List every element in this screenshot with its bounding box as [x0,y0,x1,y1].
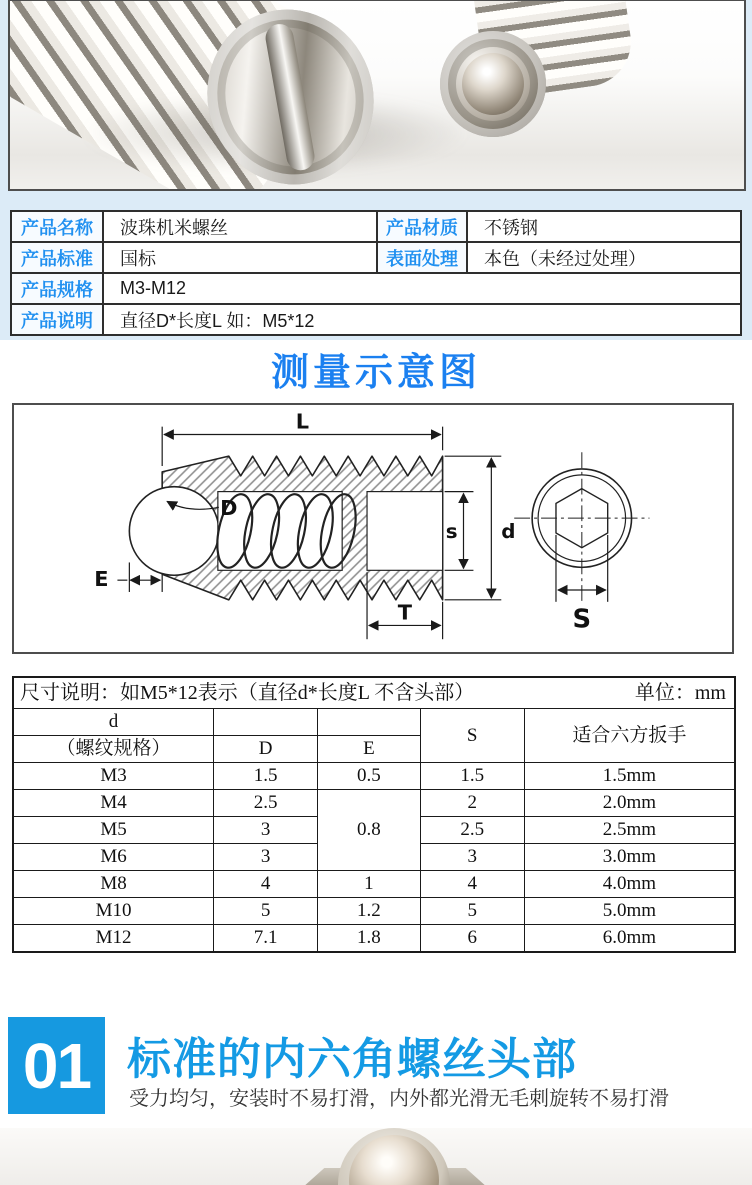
screw-slot [263,22,316,173]
cell-d: 4 [214,871,318,898]
cell-d: 7.1 [214,925,318,953]
info-row [12,241,740,272]
center-lines [514,452,649,602]
cell-s: 3 [420,844,524,871]
size-caption-unit: 单位：mm [634,681,726,704]
cell-wrench: 1.5mm [524,763,735,790]
cell-spec: M4 [13,790,214,817]
cell-d: 3 [214,844,318,871]
cell-wrench: 2.0mm [524,790,735,817]
cell-d: 5 [214,898,318,925]
cell-spec: M10 [13,898,214,925]
size-header-row-1 [13,709,735,736]
ball-tip [462,53,524,115]
feature-title: 标准的内六角螺丝头部 [127,1035,577,1084]
cell-wrench: 3.0mm [524,844,735,871]
table-row [13,790,735,817]
cell-spec: M6 [13,844,214,871]
size-spec-table [12,676,736,953]
header-D: D [214,736,318,763]
product-photo [8,0,746,191]
cell-d: 1.5 [214,763,318,790]
dim-label-T: T [397,600,412,625]
feature-number-badge: 01 [8,1017,105,1114]
cell-e: 0.5 [318,763,420,790]
cell-e: 1 [318,871,420,898]
cell-spec: M8 [13,871,214,898]
cell-spec: M5 [13,817,214,844]
cell-wrench: 4.0mm [524,871,735,898]
table-row [13,871,735,898]
table-row [13,898,735,925]
info-value-standard: 国标 [102,243,376,272]
info-label-material: 产品材质 [376,212,466,241]
cell-s: 2.5 [420,817,524,844]
size-caption-row [13,677,735,709]
table-row [13,925,735,953]
info-row [12,272,740,303]
cell-wrench: 5.0mm [524,898,735,925]
product-info-table [10,210,742,336]
cell-s: 4 [420,871,524,898]
info-value-name: 波珠机米螺丝 [102,212,376,241]
measurement-diagram [12,403,734,654]
cell-e-merged: 0.8 [318,790,420,871]
dim-label-L: L [295,409,310,434]
measure-section-title: 测量示意图 [270,352,481,394]
feature-subtitle: 受力均匀，安装时不易打滑，内外都光滑无毛刺旋转不易打滑 [129,1088,669,1110]
dim-label-d: d [501,519,516,543]
header-d-symbol: d [13,709,214,736]
size-caption-note: 尺寸说明：如M5*12表示（直径d*长度L 不含头部） [20,681,475,704]
header-empty [214,709,318,736]
cell-e: 1.8 [318,925,420,953]
cell-s: 5 [420,898,524,925]
info-value-material: 不锈钢 [466,212,740,241]
header-wrench: 适合六方扳手 [524,709,735,763]
bottom-product-photo [0,1128,752,1185]
diagram-svg [14,405,732,652]
dim-label-s: s [445,519,458,543]
info-value-description: 直径D*长度L 如：M5*12 [102,305,740,334]
header-thread-spec: （螺纹规格） [13,736,214,763]
table-row [13,763,735,790]
cell-e: 1.2 [318,898,420,925]
info-value-spec: M3-M12 [102,274,740,303]
cell-d: 3 [214,817,318,844]
info-label-description: 产品说明 [12,305,102,334]
dim-label-E: E [94,567,109,592]
info-label-standard: 产品标准 [12,243,102,272]
info-label-spec: 产品规格 [12,274,102,303]
info-row [12,303,740,334]
cell-spec: M3 [13,763,214,790]
cell-s: 2 [420,790,524,817]
header-S: S [420,709,524,763]
info-value-finish: 本色（未经过处理） [466,243,740,272]
hex-socket-cavity [367,492,443,571]
dim-label-S: S [572,604,592,635]
cell-s: 1.5 [420,763,524,790]
header-E: E [318,736,420,763]
cell-d: 2.5 [214,790,318,817]
cell-wrench: 6.0mm [524,925,735,953]
info-row [12,212,740,241]
cell-spec: M12 [13,925,214,953]
cell-s: 6 [420,925,524,953]
header-empty [318,709,420,736]
dim-label-D: D [220,496,238,521]
ball-outline [129,487,219,576]
info-label-finish: 表面处理 [376,243,466,272]
cell-wrench: 2.5mm [524,817,735,844]
info-label-name: 产品名称 [12,212,102,241]
